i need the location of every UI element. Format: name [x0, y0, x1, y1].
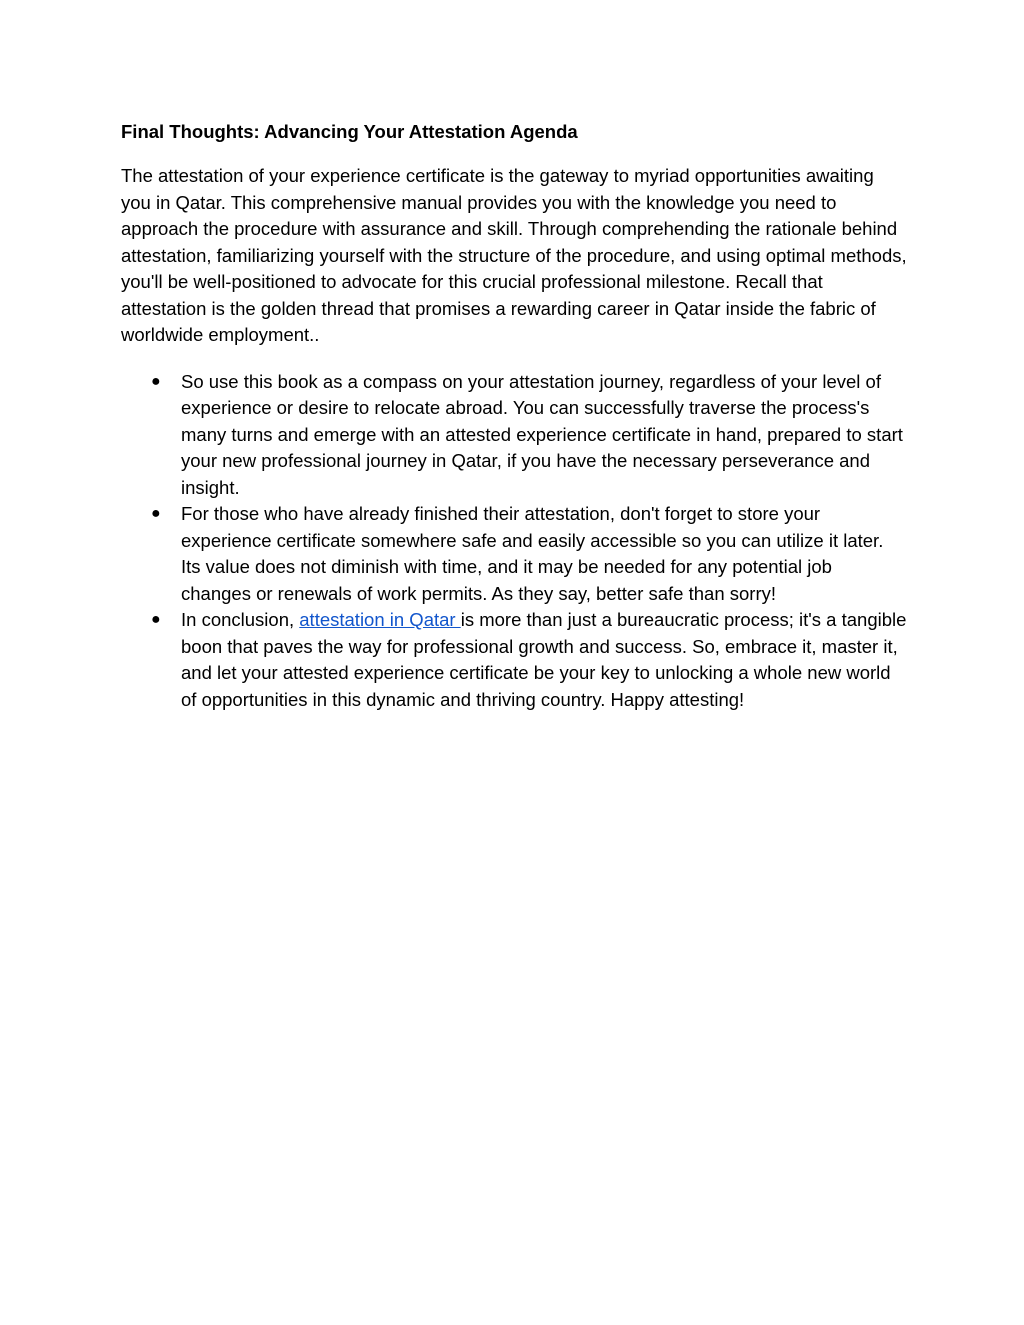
list-item — [121, 369, 907, 502]
attestation-in-qatar-link[interactable]: attestation in Qatar — [299, 609, 461, 630]
bullet-list — [121, 369, 907, 714]
list-item-text-after-link: is more than just a bureaucratic process; it's a tangible boon that paves the way for professional growth and success. So, embrace it, master it, and let your attested experience certificate be your key to unlocking a whole new world of opportunities in this dynamic and thriving country. Happy attesting! — [181, 609, 907, 710]
list-item — [121, 501, 907, 607]
list-item-text-before-link: In conclusion, — [181, 609, 300, 630]
list-item-text: So use this book as a compass on your attestation journey, regardless of your level of experience or desire to relocate abroad. You can successfully traverse the process's many turns and emerge with an attested experience certificate in hand, prepared to start your new professional journey in Qatar, if you have the necessary perseverance and insight. — [181, 370, 903, 498]
list-item-text: For those who have already finished their attestation, don't forget to store your experience certificate somewhere safe and easily accessible so you can utilize it later. Its value does not diminish with time, and it may be needed for any potential job changes or renewals of work permits. As they say, better safe than sorry! — [181, 503, 884, 604]
bullet-icon: ● — [151, 372, 161, 390]
document-page — [121, 118, 907, 713]
intro-paragraph: The attestation of your experience certificate is the gateway to myriad opportunities awaiting you in Qatar. This comprehensive manual provides you with the knowledge you need to approach the procedure with assurance and skill. Through comprehending the rationale behind attestation, familiarizing yourself with the structure of the procedure, and using optimal methods, you'll be well-positioned to advocate for this crucial professional milestone. Recall that attestation is the golden thread that promises a rewarding career in Qatar inside the fabric of worldwide employment.. — [121, 165, 907, 345]
bullet-icon: ● — [151, 611, 161, 628]
section-heading: Final Thoughts: Advancing Your Attestation Agenda — [121, 121, 578, 142]
bullet-icon: ● — [151, 505, 161, 522]
list-item — [121, 607, 907, 713]
